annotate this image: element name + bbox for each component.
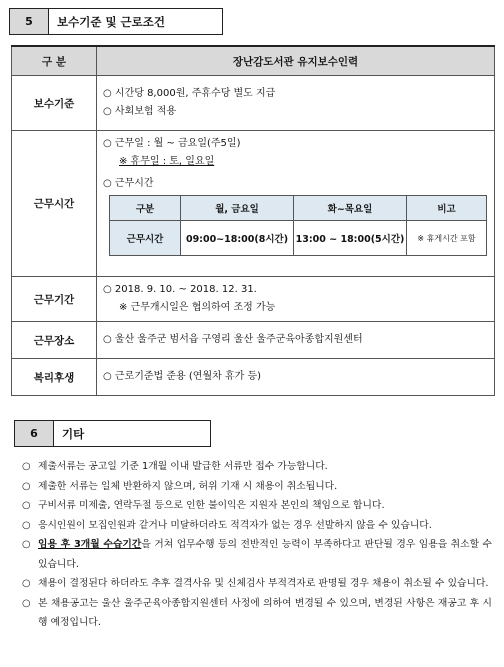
list-item [22, 535, 492, 574]
inner-header-tue-thu: 화~목요일 [294, 196, 407, 221]
bullet-icon: ○ [22, 480, 31, 492]
pay-content [97, 76, 495, 131]
hours-content [97, 131, 495, 277]
section-number: 5 [10, 9, 49, 34]
period-line-2: ※ 근무개시일은 협의하여 조정 가능 [119, 302, 276, 313]
note-text: 제출서류는 공고일 기준 1개월 이내 발급한 서류만 접수 가능합니다. [38, 461, 328, 472]
list-item [22, 477, 492, 497]
place-content [97, 322, 495, 359]
bullet-icon: ○ [22, 578, 31, 589]
section-number: 6 [15, 421, 54, 446]
pay-line-2: ○ 사회보험 적용 [103, 106, 177, 117]
table-header-row [12, 46, 495, 76]
list-item [22, 574, 492, 594]
inner-tue-thu-hours: 13:00 ~ 18:00(5시간) [294, 221, 407, 256]
bullet-icon: ○ [22, 500, 31, 511]
probation-rest: 을 거쳐 업무수행 등의 전반적인 능력이 부족하다고 판단될 경우 임용을 취소할 수 있습니다. [38, 539, 492, 570]
list-item [22, 457, 492, 477]
table-row [12, 322, 495, 359]
period-content [97, 277, 495, 322]
section-5-header [9, 8, 223, 35]
hours-line-1: ○ 근무일 : 월 ~ 금요일(주5일) [103, 138, 241, 149]
header-category: 구 분 [12, 46, 97, 76]
hours-line-3: ○ 근무시간 [103, 178, 154, 189]
inner-mon-fri-hours: 09:00~18:00(8시간) [181, 221, 294, 256]
note-text: 제출한 서류는 일체 반환하지 않으며, 허위 기재 시 채용이 취소됩니다. [38, 480, 338, 492]
table-row [12, 131, 495, 277]
note-text: 응시인원이 모집인원과 같거나 미달하더라도 적격자가 없는 경우 선발하지 않을 수 있습니다. [38, 519, 432, 531]
row-label-place: 근무장소 [12, 322, 97, 359]
inner-header-category: 구분 [110, 196, 181, 221]
inner-header-row [110, 196, 487, 221]
note-text: 본 채용공고는 울산 울주군육아종합지원센터 사정에 의하여 변경될 수 있으며, 변경된 사항은 재공고 후 시행 예정입니다. [38, 597, 492, 628]
list-item [22, 594, 492, 633]
list-item [22, 516, 492, 536]
row-label-welfare: 복리후생 [12, 359, 97, 396]
inner-header-note: 비고 [407, 196, 487, 221]
conditions-table [11, 45, 495, 396]
welfare-content [97, 359, 495, 396]
period-line-1: ○ 2018. 9. 10. ~ 2018. 12. 31. [103, 284, 257, 295]
probation-emphasis: 임용 후 3개월 수습기간 [38, 539, 142, 550]
list-item [22, 496, 492, 516]
bullet-icon: ○ [22, 519, 31, 531]
place-line-1: ○ 울산 울주군 범서읍 구영리 울산 울주군육아종합지원센터 [103, 334, 363, 345]
row-label-pay: 보수기준 [12, 76, 97, 131]
section-title: 기타 [62, 426, 85, 441]
table-row [12, 277, 495, 322]
inner-row-label: 근무시간 [110, 221, 181, 256]
row-label-hours: 근무시간 [12, 131, 97, 277]
table-row [12, 359, 495, 396]
section-6-header [14, 420, 211, 447]
note-text [38, 535, 492, 574]
inner-data-row [110, 221, 487, 256]
bullet-icon: ○ [22, 461, 31, 472]
row-label-period: 근무기간 [12, 277, 97, 322]
inner-note: ※ 휴게시간 포함 [407, 221, 487, 256]
note-text: 구비서류 미제출, 연락두절 등으로 인한 불이익은 지원자 본인의 책임으로 합니다. [38, 500, 385, 511]
inner-header-mon-fri: 월, 금요일 [181, 196, 294, 221]
pay-line-1: ○ 시간당 8,000원, 주휴수당 별도 지급 [103, 88, 276, 99]
notes-list [22, 457, 492, 633]
hours-inner-table [109, 195, 487, 256]
bullet-icon: ○ [22, 597, 31, 609]
hours-line-2: ※ 휴무일 : 토, 일요일 [119, 156, 215, 167]
section-title: 보수기준 및 근로조건 [57, 14, 165, 29]
table-row [12, 76, 495, 131]
note-text: 채용이 결정된다 하더라도 추후 결격사유 및 신체검사 부적격자로 판명될 경우 채용이 취소될 수 있습니다. [38, 578, 489, 589]
welfare-line-1: ○ 근로기준법 준용 (연월차 휴가 등) [103, 371, 262, 382]
header-position: 장난감도서관 유지보수인력 [97, 46, 495, 76]
bullet-icon: ○ [22, 539, 31, 550]
